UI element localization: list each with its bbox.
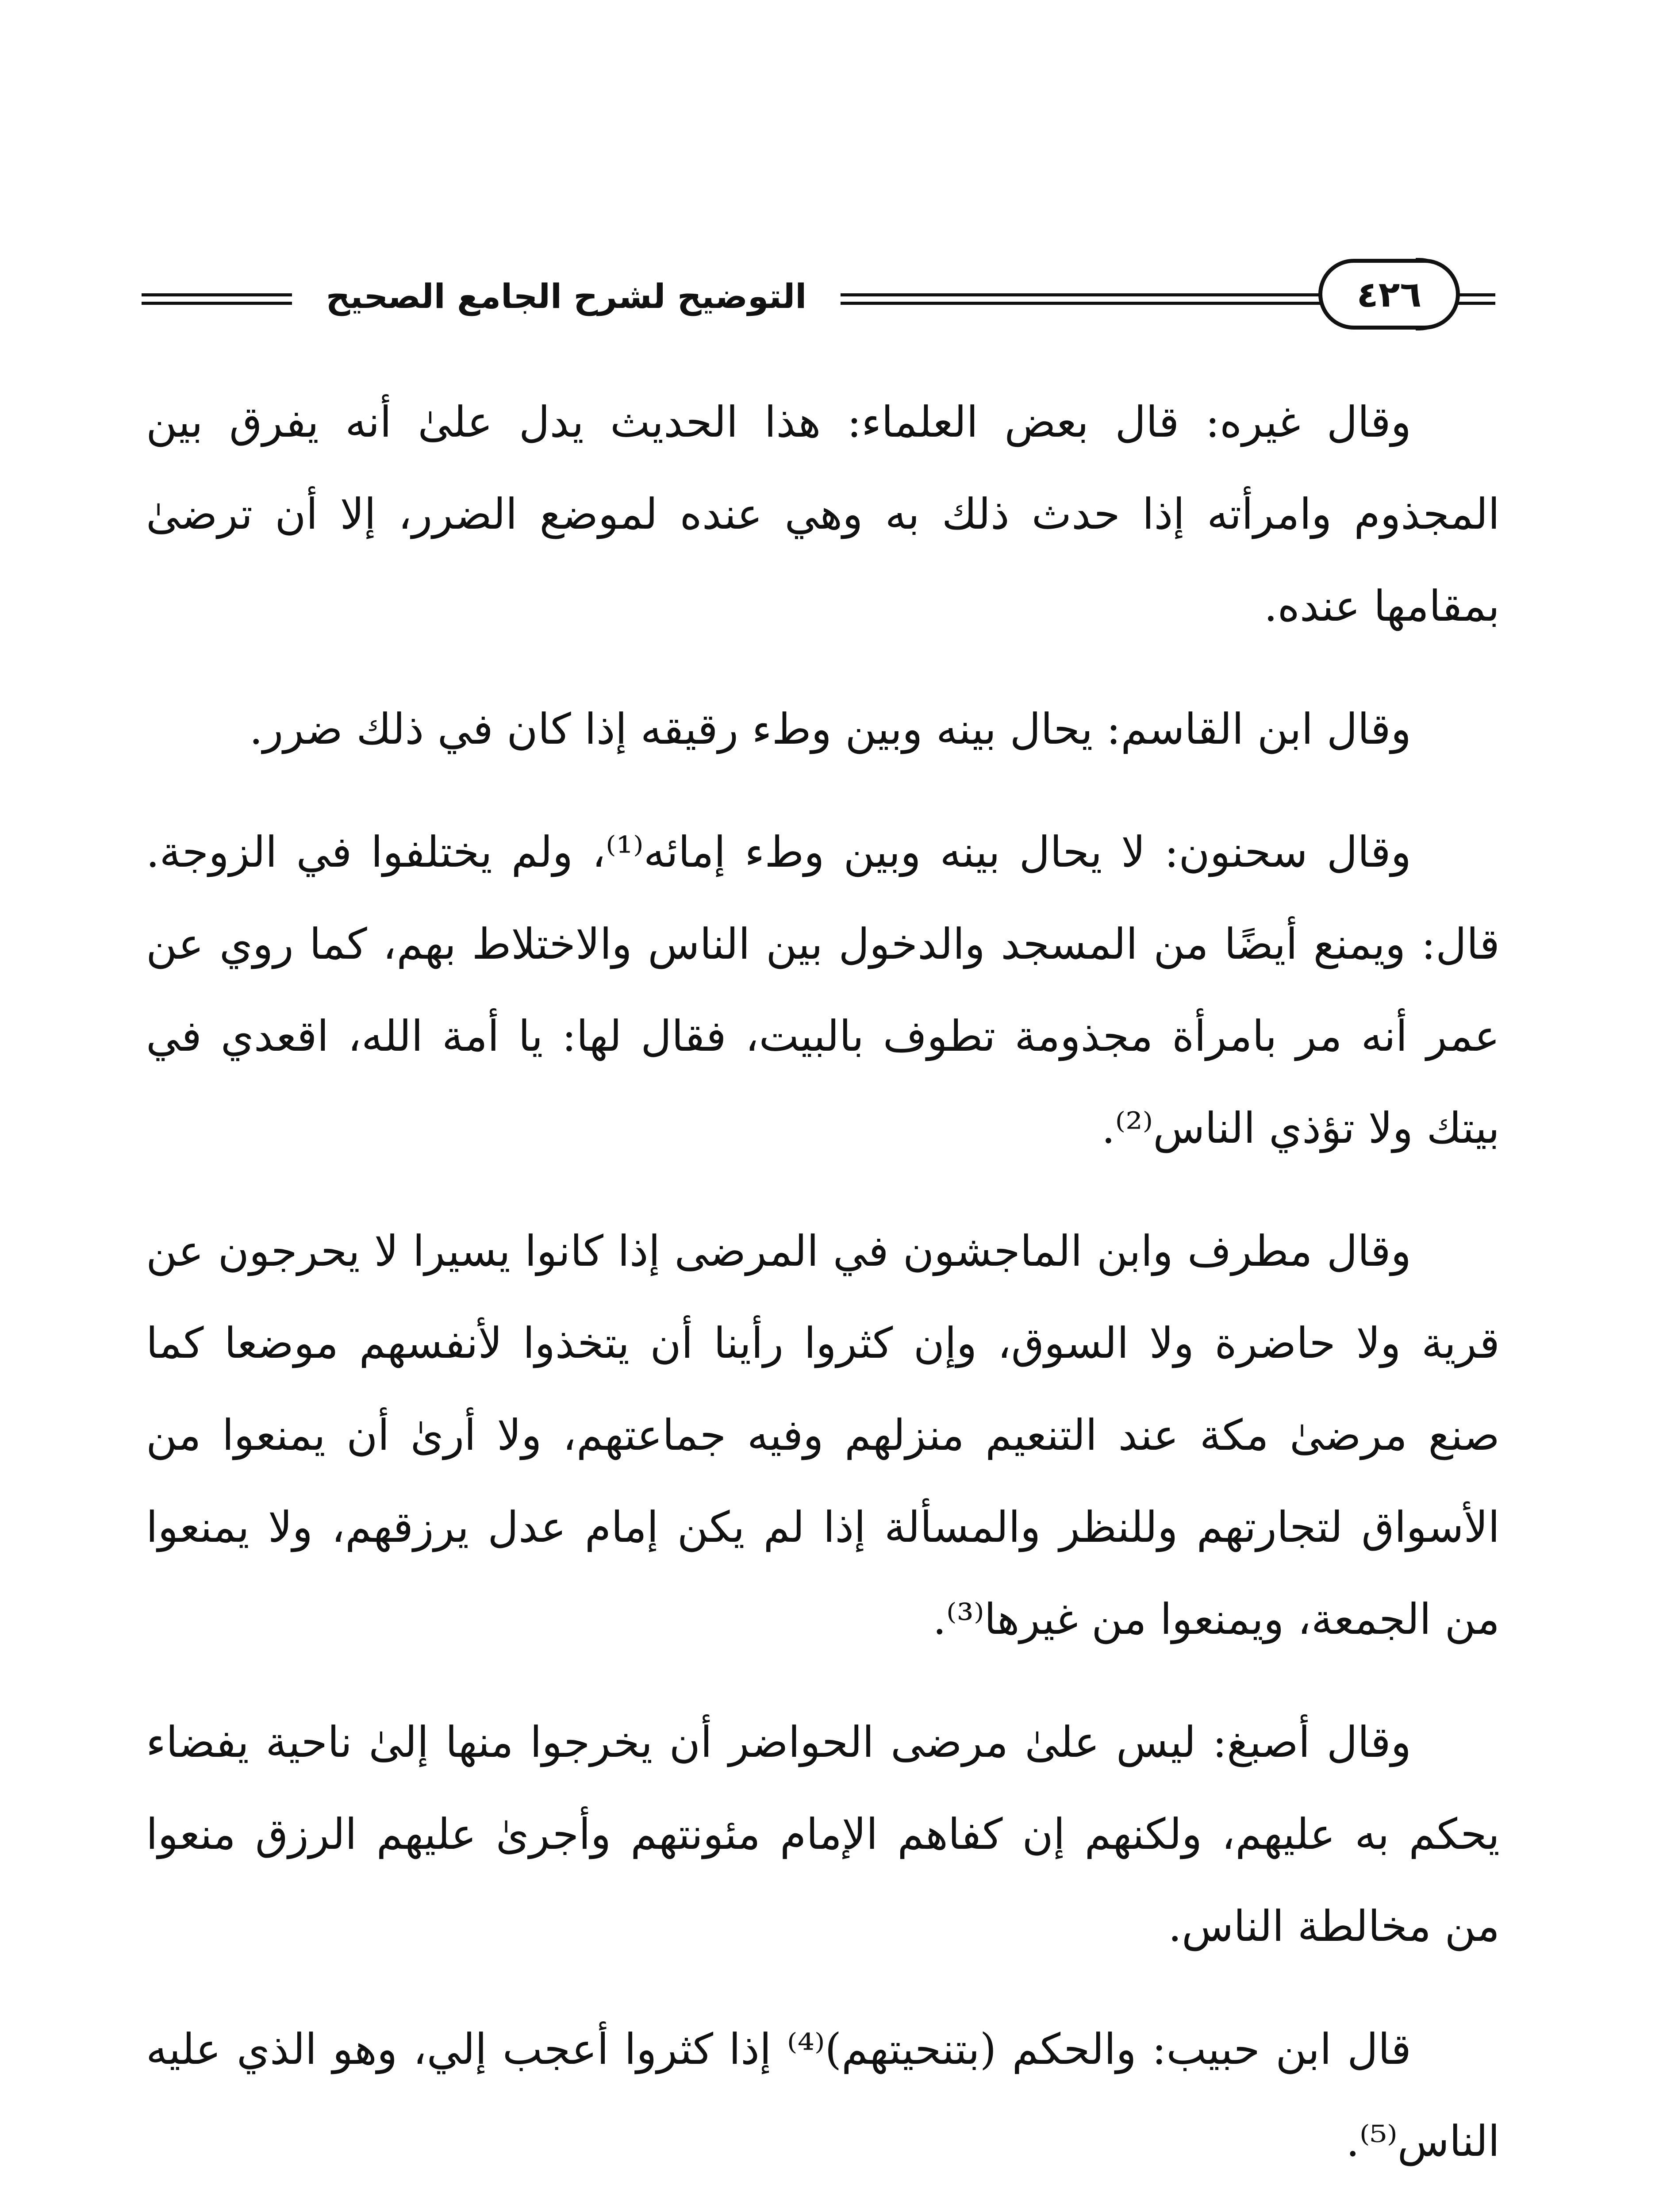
header-rule-middle xyxy=(841,293,1336,305)
paragraph: وقال سحنون: لا يحال بينه وبين وطء إمائه⁽¹⁾، ولم يختلفوا في الزوجة. قال: ويمنع أيضًا من المسجد والدخول بين الناس والاختلاط بهم، كما روي عن عمر أنه مر بامرأة مجذومة تطوف بالبيت، فقال لها: يا أمة الله، اقعدي في بيتك ولا تؤذي الناس⁽²⁾. xyxy=(146,827,1500,1153)
header-rule-right xyxy=(1458,293,1495,305)
book-title: التوضيح لشرح الجامع الصحيح xyxy=(326,276,807,316)
page-number: ٤٢٦ xyxy=(1318,259,1460,330)
paragraph: قال ابن حبيب: والحكم (بتنحيتهم)⁽⁴⁾ إذا كثروا أعجب إلي، وهو الذي عليه الناس⁽⁵⁾. xyxy=(146,2024,1500,2166)
paragraph: وقال ابن القاسم: يحال بينه وبين وطء رقيقه إذا كان في ذلك ضرر. xyxy=(249,704,1411,754)
paragraph: وقال غيره: قال بعض العلماء: هذا الحديث يدل علىٰ أنه يفرق بين المجذوم وامرأته إذا حدث ذلك به وهي عنده لموضع الضرر، إلا أن ترضىٰ بمقامها عنده. xyxy=(146,397,1500,631)
paragraph: وقال مطرف وابن الماجشون في المرضى إذا كانوا يسيرا لا يحرجون عن قرية ولا حاضرة ولا السوق، وإن كثروا رأينا أن يتخذوا لأنفسهم موضعا كما صنع مرضىٰ مكة عند التنعيم منزلهم وفيه جماعتهم، ولا أرىٰ أن يمنعوا من الأسواق لتجارتهم وللنظر والمسألة إذا لم يكن إمام عدل يرزقهم، ولا يمنعوا من الجمعة، ويمنعوا من غيرها⁽³⁾. xyxy=(146,1226,1500,1644)
running-header xyxy=(142,241,1495,347)
paragraph: وقال أصبغ: ليس علىٰ مرضى الحواضر أن يخرجوا منها إلىٰ ناحية يفضاء يحكم به عليهم، ولكنهم إن كفاهم الإمام مئونتهم وأجرىٰ عليهم الرزق منعوا من مخالطة الناس. xyxy=(146,1717,1500,1951)
main-text xyxy=(146,376,1500,2187)
header-rule-left xyxy=(142,293,292,305)
